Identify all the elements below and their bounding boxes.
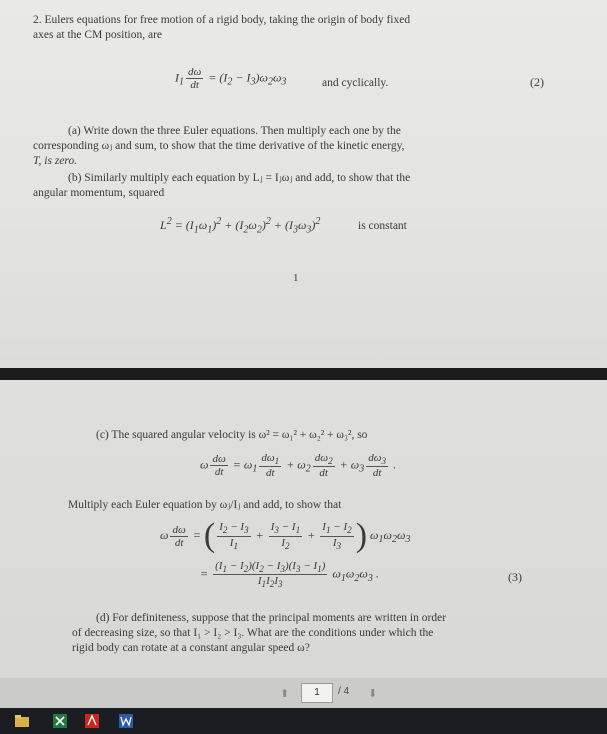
omega-derivative-equation: ω $\frac{d\omega}{dt}$ = $\omega_1$ $\frac{d\omega_1}{dt}$ + $\omega_2$ $\frac{d\omega_2}{dt}$ + $\omega_3$ $\frac{d\omega_3}{dt}$ . (200, 452, 397, 480)
page-number: 1 (293, 272, 299, 284)
part-d-line-3: rigid body can rotate at a constant angular speed ω? (72, 642, 310, 654)
problem-line-2: axes at the CM position, are (33, 29, 163, 41)
excel-icon[interactable] (52, 713, 68, 729)
part-c-line-1: (c) The squared angular velocity is ω² = ω₁² + ω₂² + ω₃², so (96, 429, 368, 441)
page-number-input[interactable]: 1 (301, 683, 333, 703)
next-page-icon[interactable]: ⬇ (368, 688, 378, 700)
part-b-line-2: angular momentum, squared (33, 187, 165, 199)
euler-equation-text: and cyclically. (322, 77, 389, 89)
part-d-line-1: (d) For definiteness, suppose that the principal moments are written in order (96, 612, 447, 624)
part-a-line-3: T, is zero. (33, 155, 78, 167)
page-separator (0, 368, 607, 380)
file-explorer-icon[interactable] (14, 713, 30, 729)
page-total: / 4 (338, 686, 350, 697)
pdf-page-2 (0, 380, 607, 678)
equation-3-number: (3) (508, 570, 522, 584)
pdf-reader-icon[interactable] (84, 713, 100, 729)
part-a-line-1: (a) Write down the three Euler equations. Then multiply each one by the (68, 125, 401, 137)
equation-3-line-1: ω $\frac{d\omega}{dt}$ = ( $\frac{I_2 - I_3}{I_1}$ + $\frac{I_3 - I_1}{I_2}$ + $\frac{I_1 - I_2}{I_3}$ ) $\omega_1\omega_2\omega_3$ (160, 517, 411, 554)
previous-page-icon[interactable]: ⬆ (280, 688, 290, 700)
euler-equation: $I_1$ $\frac{d\omega}{dt}$ = $(I_2 - I_3)\omega_2\omega_3$ (175, 66, 287, 91)
equation-3-line-2: = $\frac{(I_1 - I_2)(I_2 - I_3)(I_3 - I_1)}{I_1I_2I_3}$ $\omega_1\omega_2\omega_3$ . (200, 560, 379, 590)
problem-line-1: 2. Eulers equations for free motion of a rigid body, taking the origin of body fixed (33, 14, 411, 26)
angular-momentum-squared-equation: $L^2 = (I_1\omega_1)^2 + (I_2\omega_2)^2 + (I_3\omega_3)^2$ (160, 216, 321, 236)
part-b-line-1: (b) Similarly multiply each equation by Lⱼ = Iⱼωⱼ and add, to show that the (68, 172, 411, 184)
euler-equation-number: (2) (530, 75, 544, 89)
part-d-line-2: of decreasing size, so that I₁ > I₂ > I₃. What are the conditions under which the (72, 627, 434, 639)
taskbar (0, 708, 607, 734)
word-icon[interactable] (118, 713, 134, 729)
lsq-text: is constant (358, 220, 407, 232)
part-a-line-2: corresponding ωⱼ and sum, to show that the time derivative of the kinetic energy, (33, 140, 405, 152)
multiply-line: Multiply each Euler equation by ωⱼ/Iⱼ and add, to show that (68, 499, 342, 511)
